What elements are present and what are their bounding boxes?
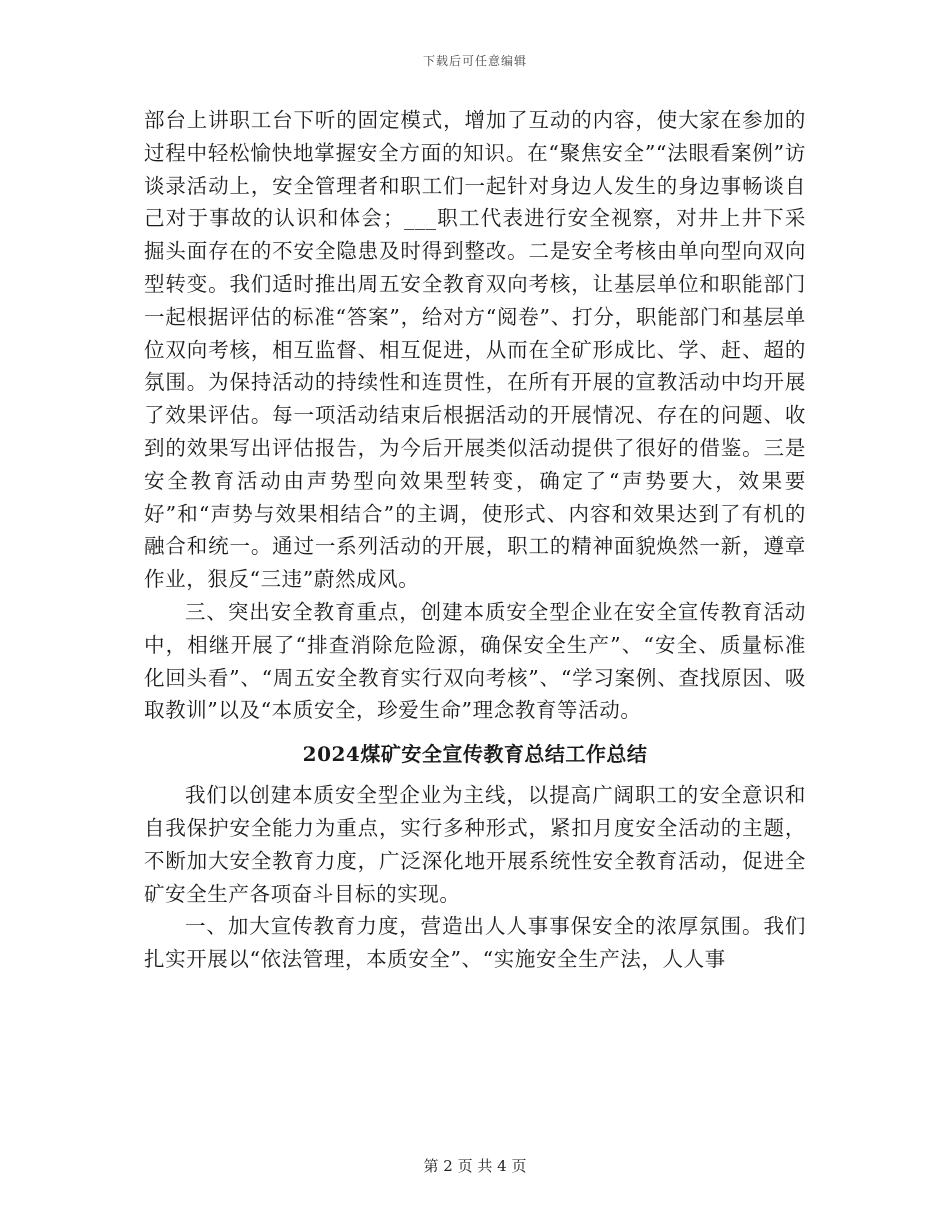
body-paragraph-section-one: 一、加大宣传教育力度，营造出人人事事保安全的浓厚氛围。我们扎实开展以“依法管理，本质安全”、“实施安全生产法，人人事 [144, 914, 806, 972]
body-paragraph-section-three: 三、突出安全教育重点，创建本质安全型企业在安全宣传教育活动中，相继开展了“排查消除危险源，确保安全生产”、“安全、质量标准化回头看”、“周五安全教育实行双向考核”、“学习案例、查找原因、吸取教训”以及“本质安全，珍爱生命”理念教育等活动。 [144, 599, 806, 723]
page-footer: 第 2 页 共 4 页 [423, 1157, 527, 1175]
page-header: 下载后可任意编辑 [422, 54, 527, 68]
body-paragraph-continued: 部台上讲职工台下听的固定模式，增加了互动的内容，使大家在参加的过程中轻松愉快地掌握安全方面的知识。在“聚焦安全”“法眼看案例”访谈录活动上，安全管理者和职工们一起针对身边人发生的身边事畅谈自己对于事故的认识和体会；___职工代表进行安全视察，对井上井下采掘头面存在的不安全隐患及时得到整改。二是安全考核由单向型向双向型转变。我们适时推出周五安全教育双向考核，让基层单位和职能部门一起根据评估的标准“答案”，给对方“阅卷”、打分，职能部门和基层单位双向考核，相互监督、相互促进，从而在全矿形成比、学、赶、超的氛围。为保持活动的持续性和连贯性，在所有开展的宣教活动中均开展了效果评估。每一项活动结束后根据活动的开展情况、存在的问题、收到的效果写出评估报告，为今后开展类似活动提供了很好的借鉴。三是安全教育活动由声势型向效果型转变，确定了“声势要大，效果要好”和“声势与效果相结合”的主调，使形式、内容和效果达到了有机的融合和统一。通过一系列活动的开展，职工的精神面貌焕然一新，遵章作业，狠反“三违”蔚然成风。 [144, 108, 806, 592]
body-paragraph-intro: 我们以创建本质安全型企业为主线，以提高广阔职工的安全意识和自我保护安全能力为重点，实行多种形式，紧扣月度安全活动的主题，不断加大安全教育力度，广泛深化地开展系统性安全教育活动，促进全矿安全生产各项奋斗目标的实现。 [144, 783, 806, 906]
section-title: 2024煤矿安全宣传教育总结工作总结 [302, 742, 648, 767]
document-body [144, 104, 806, 976]
